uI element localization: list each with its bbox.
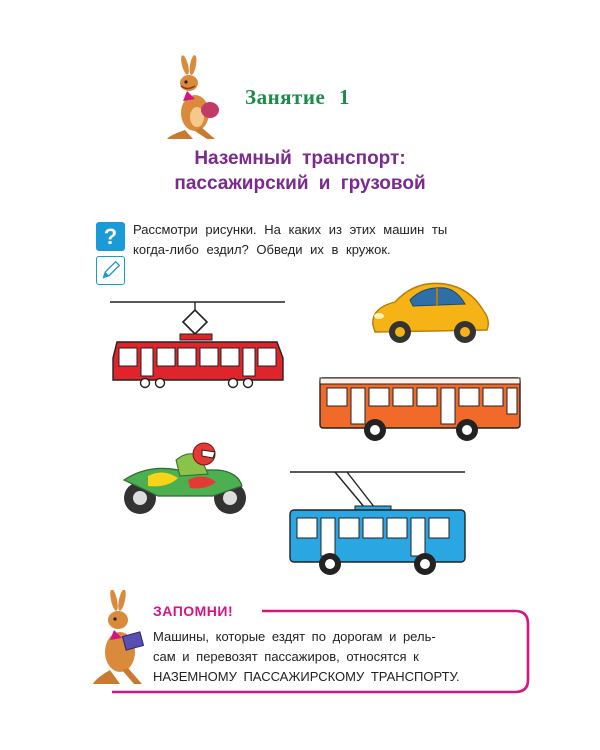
remember-text-line1: Машины, которые ездят по дорогам и рель- [153, 629, 436, 644]
page-title [0, 146, 600, 196]
lesson-title: Занятие 1 [245, 85, 351, 109]
remember-text-line3: НАЗЕМНОМУ ПАССАЖИРСКОМУ ТРАНСПОРТУ. [153, 669, 460, 684]
question-icon: ? [96, 222, 125, 251]
motorcycle-illustration [118, 440, 253, 518]
pencil-icon [96, 256, 125, 285]
remember-text [153, 627, 515, 687]
kangaroo-reading-icon [90, 590, 155, 685]
task-text-line1: Рассмотри рисунки. На каких из этих машин ты [133, 222, 448, 237]
bus-illustration [315, 372, 525, 444]
page-title-line1: Наземный транспорт: [194, 148, 406, 169]
task-text [133, 220, 530, 260]
tram-illustration [105, 298, 290, 393]
task-text-line2: когда-либо ездил? Обведи их в кружок. [133, 242, 391, 257]
remember-label: ЗАПОМНИ! [153, 603, 234, 619]
car-illustration [365, 270, 495, 350]
page-title-line2: пассажирский и грузовой [174, 173, 426, 194]
remember-text-line2: сам и перевозят пассажиров, относятся к [153, 649, 419, 664]
trolleybus-illustration [285, 468, 470, 580]
kangaroo-mascot-icon [165, 55, 230, 140]
lesson-header [165, 55, 425, 140]
